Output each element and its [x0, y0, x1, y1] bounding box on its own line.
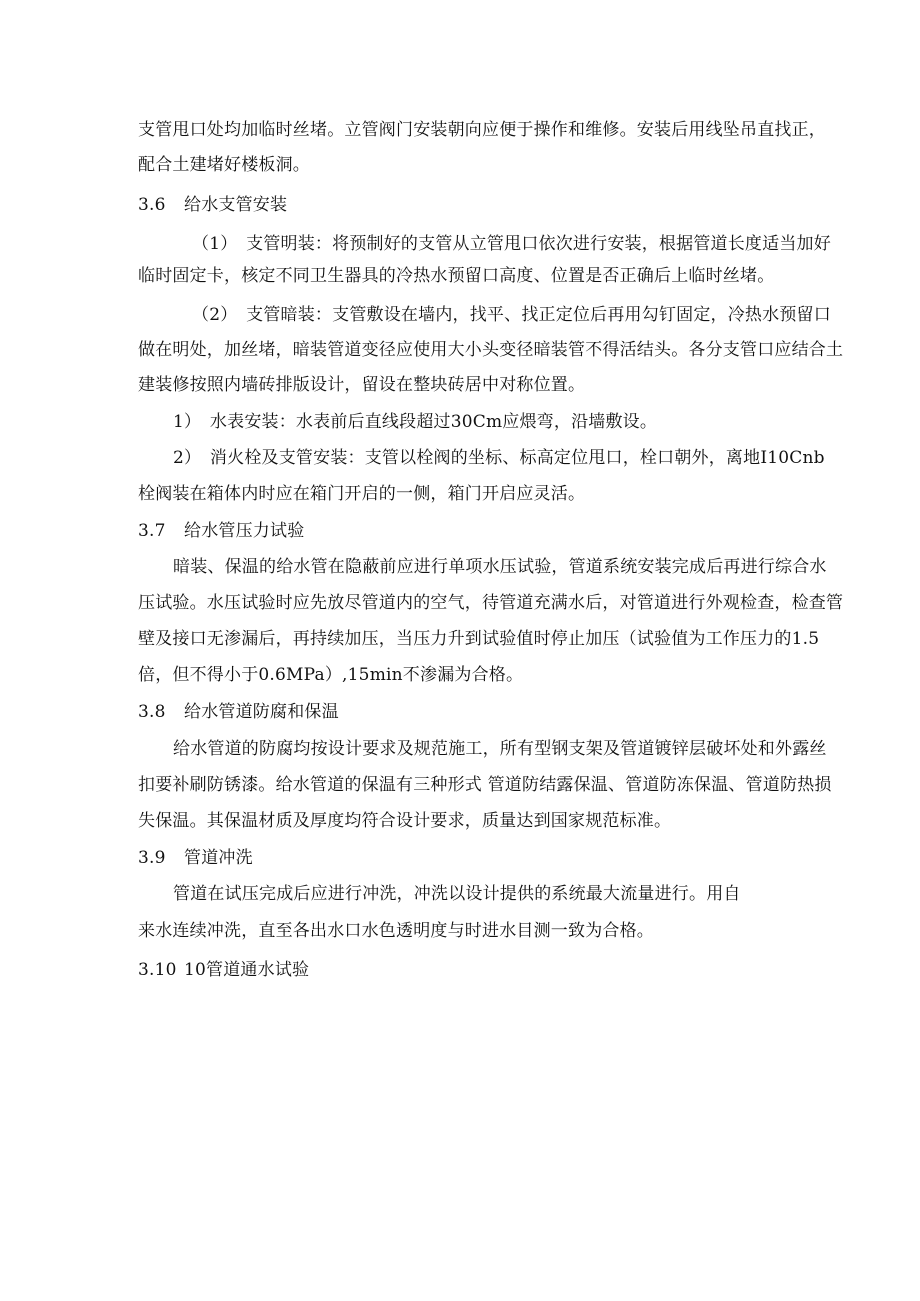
section-heading-3-10 [138, 960, 798, 980]
paragraph-line: 栓阀装在箱体内时应在箱门开启的一侧，箱门开启应灵活。 [138, 484, 586, 504]
section-heading-3-7 [138, 521, 798, 541]
section-title: 10管道通水试验 [184, 960, 310, 980]
section-title: 管道冲洗 [184, 848, 253, 868]
paragraph-line: 来水连续冲洗，直至各出水口水色透明度与时进水目测一致为合格。 [138, 921, 654, 941]
paragraph-line: 扣要补刷防锈漆。给水管道的保温有三种形式 管道防结露保温、管道防冻保温、管道防热损 [138, 775, 832, 795]
paragraph-line: 给水管道的防腐均按设计要求及规范施工，所有型钢支架及管道镀锌层破坏处和外露丝 [173, 739, 827, 759]
section-title: 给水管道防腐和保温 [184, 702, 339, 722]
paragraph-line: 2） 消火栓及支管安装：支管以栓阀的坐标、标高定位甩口，栓口朝外，离地I10Cnb [173, 448, 825, 468]
section-title: 给水支管安装 [184, 195, 288, 215]
paragraph-line: 做在明处，加丝堵，暗装管道变径应使用大小头变径暗装管不得活结头。各分支管口应结合土 [138, 340, 844, 360]
section-number: 3.8 [138, 702, 166, 722]
section-title: 给水管压力试验 [184, 521, 305, 541]
paragraph-line: （2） 支管暗装：支管敷设在墙内，找平、找正定位后再用勾钉固定，冷热水预留口 [192, 305, 831, 325]
paragraph-line: 压试验。水压试验时应先放尽管道内的空气，待管道充满水后，对管道进行外观检查，检查管 [138, 593, 844, 613]
section-number: 3.6 [138, 195, 166, 215]
paragraph-line: 配合土建堵好楼板洞。 [138, 155, 310, 175]
paragraph-line: （1） 支管明装：将预制好的支管从立管甩口依次进行安装，根据管道长度适当加好 [192, 234, 831, 254]
paragraph-line: 1） 水表安装：水表前后直线段超过30Cm应煨弯，沿墙敷设。 [173, 412, 658, 432]
paragraph-line: 建装修按照内墙砖排版设计，留设在整块砖居中对称位置。 [138, 375, 586, 395]
paragraph-line: 失保温。其保温材质及厚度均符合设计要求，质量达到国家规范标准。 [138, 811, 672, 831]
section-number: 3.9 [138, 848, 166, 868]
section-heading-3-9 [138, 848, 798, 868]
paragraph-line: 倍，但不得小于0.6MPa）,15min不渗漏为合格。 [138, 665, 524, 685]
section-heading-3-8 [138, 702, 798, 722]
paragraph-line: 壁及接口无渗漏后，再持续加压，当压力升到试验值时停止加压（试验值为工作压力的1.5 [138, 629, 820, 649]
paragraph-line: 临时固定卡，核定不同卫生器具的冷热水预留口高度、位置是否正确后上临时丝堵。 [138, 266, 775, 286]
paragraph-line: 暗装、保温的给水管在隐蔽前应进行单项水压试验，管道系统安装完成后再进行综合水 [173, 557, 827, 577]
section-number: 3.7 [138, 521, 166, 541]
paragraph-line: 支管甩口处均加临时丝堵。立管阀门安装朝向应便于操作和维修。安装后用线坠吊直找正， [138, 120, 826, 140]
section-number: 3.10 [138, 960, 177, 980]
paragraph-line: 管道在试压完成后应进行冲洗，冲洗以设计提供的系统最大流量进行。用自 [173, 884, 741, 904]
section-heading-3-6 [138, 195, 798, 215]
